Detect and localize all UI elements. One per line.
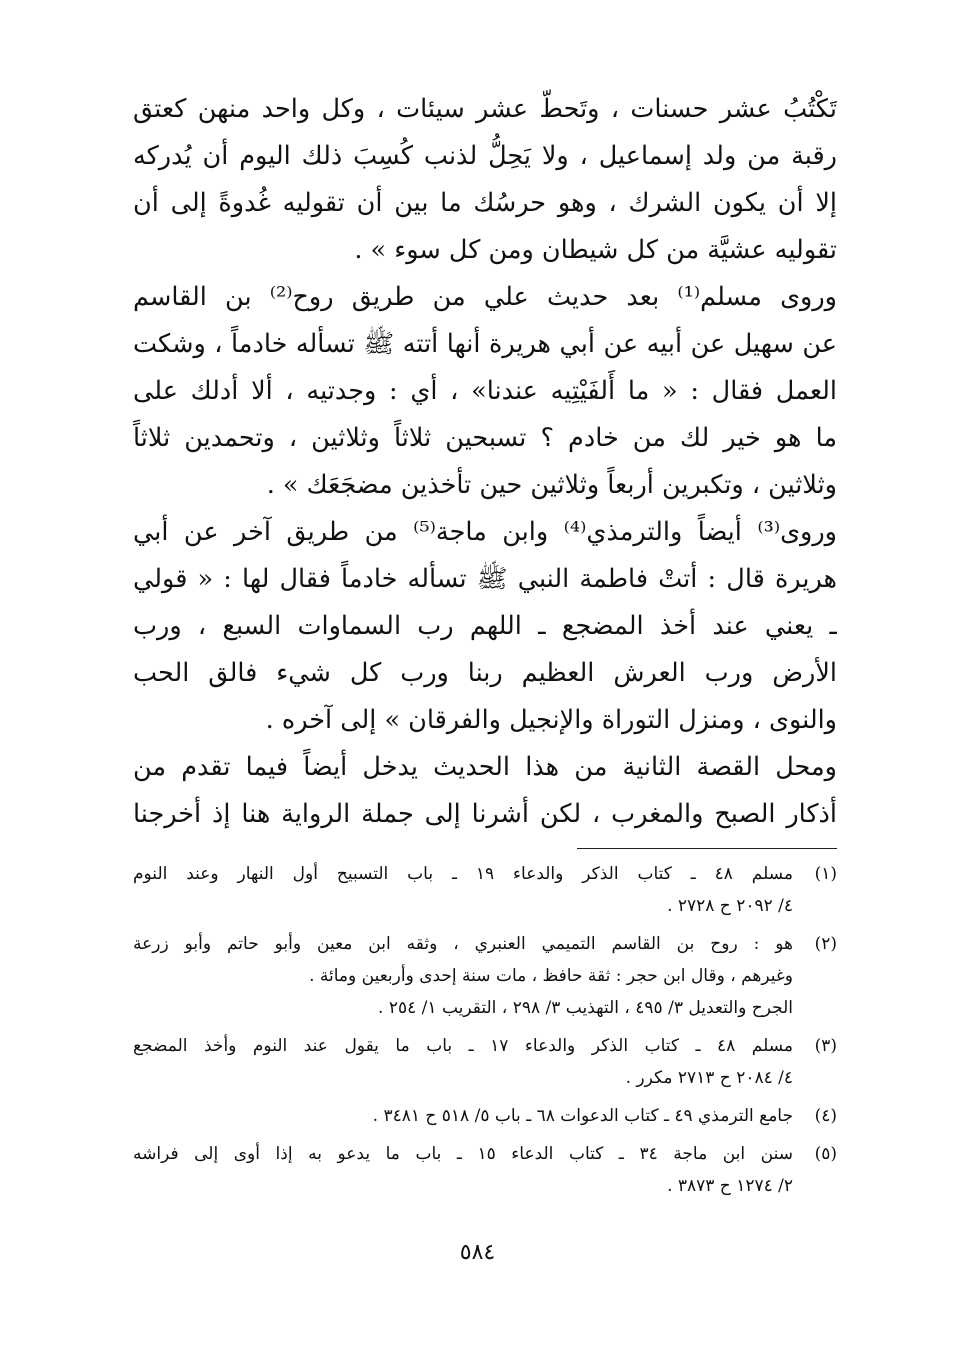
footnote xyxy=(133,1100,837,1132)
footnote-line: هو : روح بن القاسم التميمي العنبري ، وثقه ابن معين وأبو حاتم وأبو زرعة xyxy=(133,934,793,954)
body-line: إلا أن يكون الشرك ، وهو حرسُك ما بين أن تقوليه غُدوةً إلى أن xyxy=(133,188,837,218)
footnote-text xyxy=(133,858,793,922)
body-line: أذكار الصبح والمغرب ، لكن أشرنا إلى جملة الرواية هنا إذ أخرجنا xyxy=(133,799,837,829)
footnote-text xyxy=(133,928,793,1024)
body-line: رقبة من ولد إسماعيل ، ولا يَحِلُّ لذنب كُسِبَ ذلك اليوم أن يُدركه xyxy=(133,141,837,171)
footnote-text xyxy=(133,1030,793,1094)
body-line: وروى مسلم⁽¹⁾ بعد حديث علي من طريق روح⁽²⁾ بن القاسم xyxy=(133,282,837,312)
footnote-line: ٤/ ٢٠٩٢ ح ٢٧٢٨ . xyxy=(667,896,793,916)
footnotes xyxy=(133,858,837,1208)
footnote-line: مسلم ٤٨ ـ كتاب الذكر والدعاء ١٧ ـ باب ما يقول عند النوم وأخذ المضجع xyxy=(133,1036,793,1056)
main-body-text xyxy=(133,86,837,838)
footnote-line: وغيرهم ، وقال ابن حجر : ثقة حافظ ، مات سنة إحدى وأربعين ومائة . xyxy=(309,966,793,986)
footnote-number: (٢) xyxy=(814,934,837,954)
body-line: وثلاثين ، وتكبرين أربعاً وثلاثين حين تأخذين مضجَعَك » . xyxy=(266,470,837,500)
body-line: ـ يعني عند أخذ المضجع ـ اللهم رب السماوات السبع ، ورب xyxy=(133,611,837,641)
page-number: ٥٨٤ xyxy=(459,1240,496,1265)
footnote-text xyxy=(133,1138,793,1202)
footnote-line: سنن ابن ماجة ٣٤ ـ كتاب الدعاء ١٥ ـ باب ما يدعو به إذا أوى إلى فراشه xyxy=(133,1144,793,1164)
footnote xyxy=(133,1138,837,1202)
footnote xyxy=(133,928,837,1024)
footnote-text xyxy=(133,1100,793,1132)
body-line: هريرة قال : أتتْ فاطمة النبي ﷺ تسأله خادماً فقال لها : « قولي xyxy=(133,564,837,594)
footnote-line: جامع الترمذي ٤٩ ـ كتاب الدعوات ٦٨ ـ باب ٥/ ٥١٨ ح ٣٤٨١ . xyxy=(372,1106,793,1126)
footnote-number: (٤) xyxy=(814,1106,837,1126)
footnote xyxy=(133,858,837,922)
footnote-number: (٥) xyxy=(814,1144,837,1164)
body-line: الأرض ورب العرش العظيم ربنا ورب كل شيء فالق الحب xyxy=(133,658,837,688)
footnote-rule-line xyxy=(577,848,837,849)
body-line: ومحل القصة الثانية من هذا الحديث يدخل أيضاً فيما تقدم من xyxy=(133,752,837,782)
body-line: تقوليه عشيَّة من كل شيطان ومن كل سوء » . xyxy=(354,235,837,265)
footnote-number: (٣) xyxy=(814,1036,837,1056)
footnote-line: مسلم ٤٨ ـ كتاب الذكر والدعاء ١٩ ـ باب التسبيح أول النهار وعند النوم xyxy=(133,864,793,884)
body-line: وروى⁽³⁾ أيضاً والترمذي⁽⁴⁾ وابن ماجة⁽⁵⁾ من طريق آخر عن أبي xyxy=(133,517,837,547)
body-line: العمل فقال : « ما أَلفَيْتِيه عندنا» ، أي : وجدتيه ، ألا أدلك على xyxy=(133,376,837,406)
body-line: والنوى ، ومنزل التوراة والإنجيل والفرقان » إلى آخره . xyxy=(265,705,837,735)
footnote-number: (١) xyxy=(814,864,837,884)
body-line: عن سهيل عن أبيه عن أبي هريرة أنها أتته ﷺ تسأله خادماً ، وشكت xyxy=(133,329,837,359)
body-line: ما هو خير لك من خادم ؟ تسبحين ثلاثاً وثلاثين ، وتحمدين ثلاثاً xyxy=(133,423,837,453)
footnote-line: ٤/ ٢٠٨٤ ح ٢٧١٣ مكرر . xyxy=(625,1068,793,1088)
body-line: تَكْتُبُ عشر حسنات ، وتَحطّ عشر سيئات ، وكل واحد منهن كعتق xyxy=(133,94,837,124)
footnote-line: الجرح والتعديل ٣/ ٤٩٥ ، التهذيب ٣/ ٢٩٨ ، التقريب ١/ ٢٥٤ . xyxy=(378,998,793,1018)
footnote-line: ٢/ ١٢٧٤ ح ٣٨٧٣ . xyxy=(667,1176,793,1196)
footnote xyxy=(133,1030,837,1094)
